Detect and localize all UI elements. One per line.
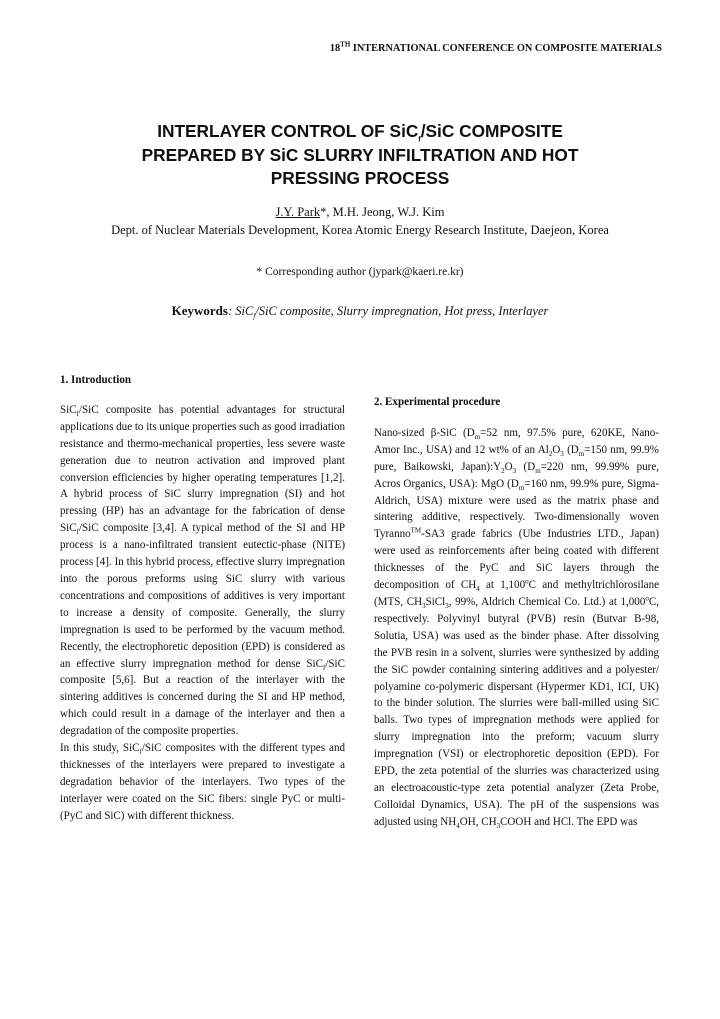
- keywords: Keywords: SiC$_f$/SiC composite, Slurry impregnation, Hot press, Interlayer: [171, 303, 549, 321]
- introduction-column: [60, 372, 345, 825]
- experimental-paragraph-1: Nano-sized β-SiC ($D_m=52$ nm, 97.5% pure, 620KE, Nano-Amor Inc., USA) and 12 wt% of an $Al_2O_3$ ($D_m=150$ nm, 99.9% pure, Baikowski, $Japan):Y_2O_3$ ($D_m=220$ nm, 99.99% pure, Acros Organics, USA): MgO ($D_m=160$ nm, 99.9% pure, Sigma-Aldrich, USA) mixture were used as the matrix phase and sintering additive, respectively. Two-dimensionally woven Tyranno™-SA3 grade fabrics (Ube Industries LTD., Japan) were used as reinforcements after being coated with different thicknesses of the PyC and SiC layers through the decomposition of $CH_4$ at 1,100$^o$C and methyltrichlorosilane (MTS, $CH_3SiCl_3$, 99%, Aldrich Chemical Co. Ltd.) at 1,000$^o$C, respectively. Polyvinyl butyral (PVB) resin (Butvar B-98, Solutia, USA) was used as the binder phase. After dissolving the PVB resin in a solvent, slurries were synthesized by adding the SiC powder containing sintering additives and a polyester/ polyamine co-polymeric dispersant (Hypermer KD1, ICI, UK) to the binder solution. The slurries were ball-milled using SiC balls. Two types of impregnation methods were applied for slurry impregnation into the preform; vacuum slurry impregnation (VSI) or electrophoretic deposition (EPD). For EPD, the zeta potential of the slurries was characterized using an electroacoustic-type zeta potential analyzer (Zeta Probe, Colloidal Dynamics, USA). The pH of the suspensions was adjusted using $NH_4OH$, $CH_3COOH$ and HCl. The EPD was: [374, 426, 660, 830]
- title-line-3: PRESSING PROCESS: [270, 168, 450, 188]
- first-author: J.Y. Park: [275, 205, 321, 219]
- title-line-1: INTERLAYER CONTROL OF SiC$_f$/SiC COMPOSITE: [157, 121, 563, 144]
- author-list: J.Y. Park*, M.H. Jeong, W.J. Kim: [275, 205, 445, 219]
- conference-header: 18TH INTERNATIONAL CONFERENCE ON COMPOSITE MATERIALS: [329, 40, 662, 54]
- introduction-paragraph-2: In this study, SiC$_f$/SiC composites with the different types and thicknesses of the interlayers were prepared to investigate a degradation behavior of the interlayers. Two types of the interlayer were coated on the SiC fibers: single PyC or multi-(PyC and SiC) with different thickness.: [60, 742, 345, 822]
- experimental-heading: 2. Experimental procedure: [374, 396, 501, 408]
- introduction-heading: 1. Introduction: [60, 374, 132, 386]
- introduction-paragraph-1: SiC$_f$/SiC composite has potential advantages for structural applications due to its unique properties such as good irradiation resistance and thermo-mechanical properties, less severe waste generation due to neutron activation and improved plant conversion efficiencies by higher operating temperatures [1,2]. A hybrid process of SiC slurry impregnation (SI) and hot pressing (HP) has an advantage for the fabrication of dense SiC$_f$/SiC composite [3,4]. A typical method of the SI and HP process is a nano-infiltrated transient eutectic-phase (NITE) process [4]. In this hybrid process, effective slurry impregnation into the porous preforms using SiC slurry with various concentrations and compositions of additives is very important to increase a density of composite. Generally, the slurry impregnation is used to be performed by the vacuum method. Recently, the electrophoretic deposition (EPD) is considered as an effective slurry impregnation method for dense SiC$_f$/SiC composite [5,6]. But a reaction of the interlayer with the sintering additives is concerned during the SI and HP method, which could result in a damage of the interlayer and then a degradation of the composite properties.: [60, 403, 346, 738]
- corresponding-author: * Corresponding author (jypark@kaeri.re.kr): [256, 266, 464, 278]
- author-block: [40, 203, 680, 239]
- affiliation: Dept. of Nuclear Materials Development, Korea Atomic Energy Research Institute, Daejeon, Korea: [111, 223, 609, 237]
- experimental-column: [374, 372, 659, 831]
- title-line-2: PREPARED BY SiC SLURRY INFILTRATION AND HOT: [141, 144, 579, 165]
- paper-title: [60, 120, 660, 191]
